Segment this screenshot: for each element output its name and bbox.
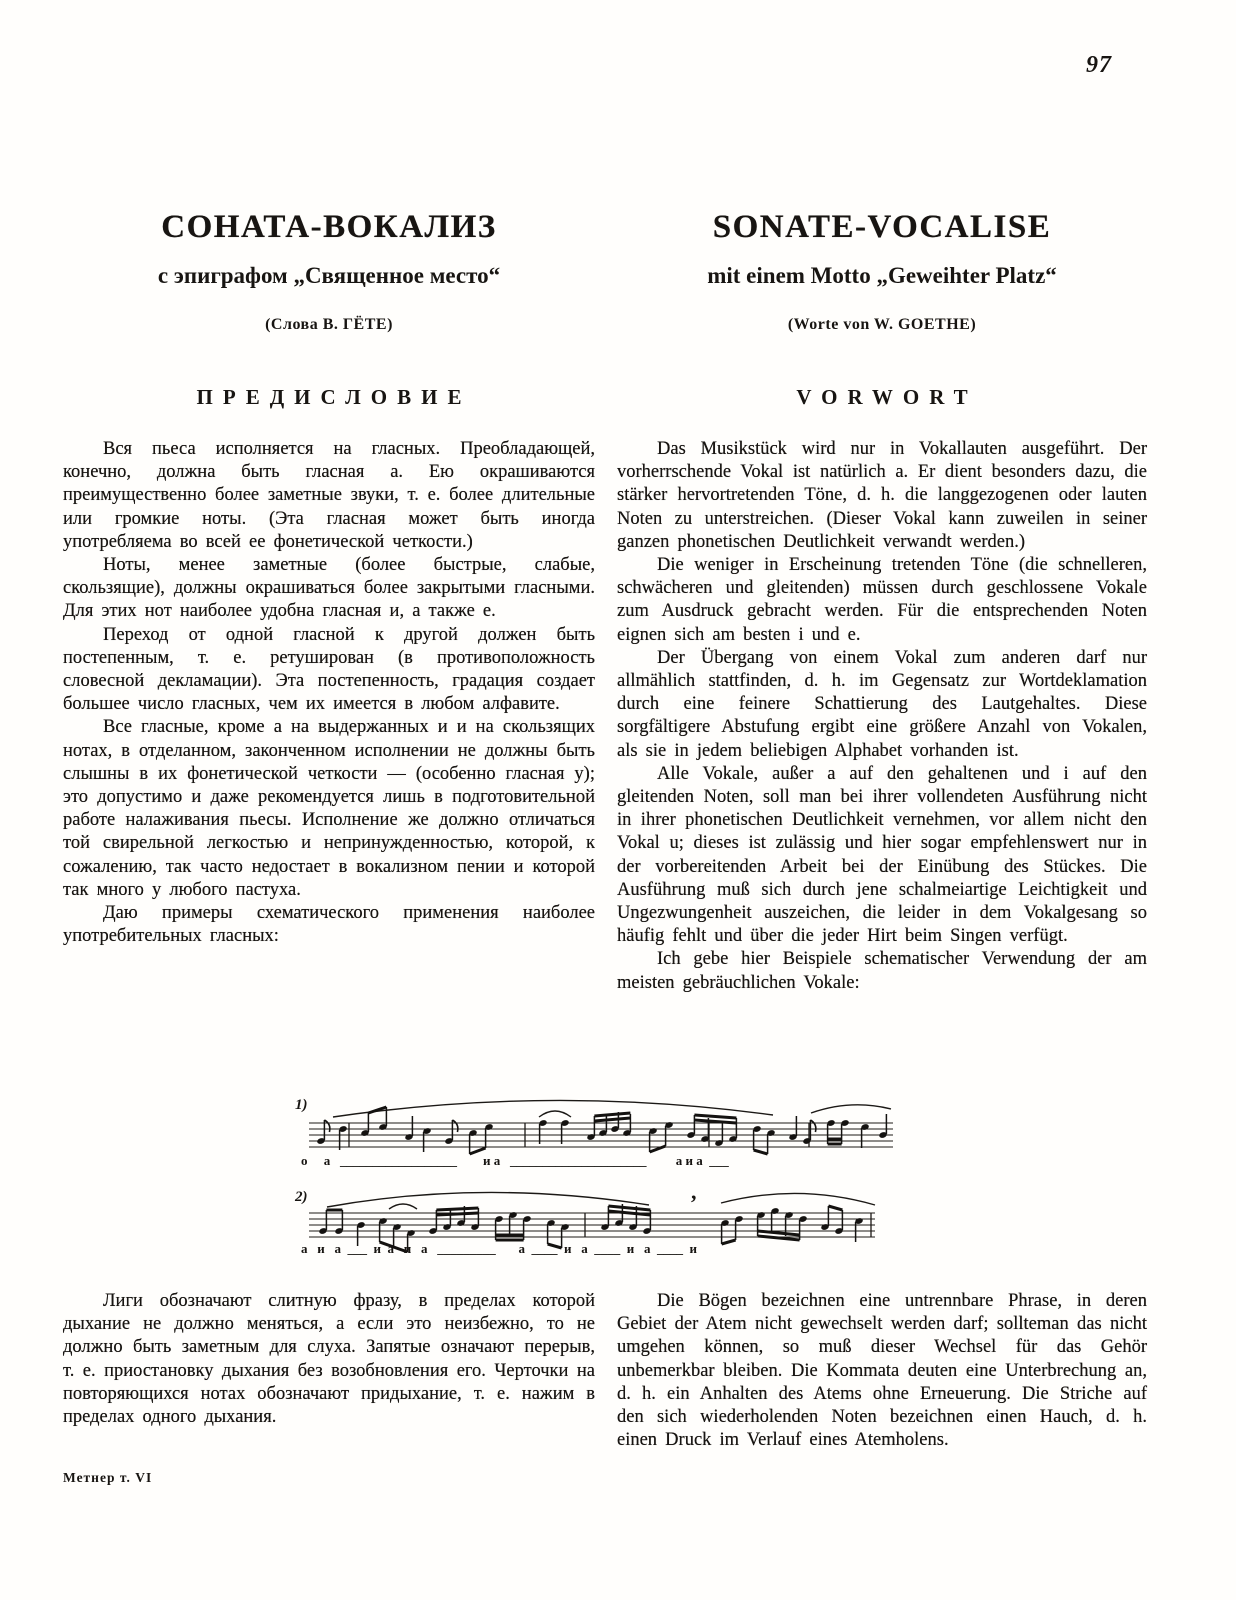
russian-closing-text [63, 1290, 595, 1429]
phrase-slurs-2 [327, 1192, 875, 1209]
russian-subtitle: с эпиграфом „Священное место“ [157, 263, 501, 288]
german-title-block [617, 208, 1147, 334]
russian-paragraph: Вся пьеса исполняется на гласных. Преобладающей, конечно, должна быть гласная а. Ею окрашиваются преимущественно более заметные звуки, т. е. более длительные или громкие ноты. (Эта гласная может быть иногда употребляема во всей ее фонетической четкости.) [63, 439, 595, 552]
music-example-2-label: 2) [295, 1189, 308, 1205]
music-example-1-label: 1) [295, 1097, 308, 1113]
german-preface-heading: VORWORT [796, 385, 978, 409]
german-credit: (Worte von W. GOETHE) [787, 316, 977, 333]
music-examples [293, 1072, 899, 1267]
german-paragraph: Die weniger in Erscheinung tretenden Töne (die schnelleren, schwächeren und gleitenden) müssen durch geschlossene Vokale zum Ausdruck gebracht werden. Für die entsprechenden Noten eignen sich am besten i und e. [617, 555, 1147, 645]
breath-comma-mark: , [691, 1183, 697, 1204]
german-paragraph: Das Musikstück wird nur in Vokallauten ausgeführt. Der vorherrschende Vokal ist natürlich a. Er dient besonders dazu, die stärker hervortretenden Töne, d. h. die langgezogenen oder lauten Noten zu unterstreichen. (Dieser Vokal kann zuweilen in seiner ganzen phonetischen Deutlichkeit verwandt werden.) [617, 439, 1147, 552]
music-example-1-vowel-lyrics: о а __________________ и а _____________________ а и а ___ [301, 1153, 729, 1168]
german-title: SONATE-VOCALISE [712, 209, 1052, 245]
german-paragraph: Ich gebe hier Beispiele schematischer Verwendung der am meisten gebräuchlichen Vokale: [617, 949, 1147, 993]
music-example-1-notation [293, 1083, 893, 1161]
german-paragraph: Der Übergang von einem Vokal zum anderen darf nur allmählich stattfinden, d. h. im Gegensatz zur Wortdeklamation durch eine feinere Schattierung des Lautgehaltes. Diese sorgfältigere Abstufung ergibt eine größere Anzahl von Vokalen, als sie in jedem beliebigen Alphabet vorhanden ist. [617, 647, 1147, 761]
russian-paragraph: Все гласные, кроме а на выдержанных и и на скользящих нотах, в отделанном, законченном исполнении не должны быть слышны в их фонетической четкости — (особенно гласная у); это допустимо и даже рекомендуется лишь в подготовительной работе налаживания пьесы. Исполнение же должно отличаться той свирельной легкостью и непринужденностью, которой, к сожалению, так часто недостает в вокализном пении и которой так много у любого пастуха. [63, 717, 595, 900]
german-paragraph: Die Bögen bezeichnen eine untrennbare Phrase, in deren Gebiet der Atem nicht gewechselt werden darf; sollteman das nicht umgehen können, so muß dieser Wechsel für das Gehör unbemerkbar bleiben. Die Kommata deuten eine Unterbrechung an, d. h. ein Anhalten des Atems ohne Erneuerung. Die Striche auf den sich wiederholenden Noten bezeichnen einen Hauch, d. h. einen Druck im Verlauf eines Atemholens. [617, 1291, 1147, 1451]
russian-credit: (Слова В. ГЁТЕ) [265, 316, 393, 333]
german-closing-text [617, 1290, 1147, 1452]
edition-footer-mark: Метнер т. VI [63, 1470, 153, 1485]
page-number: 97 [1086, 52, 1112, 78]
russian-preface-heading: ПРЕДИСЛОВИЕ [196, 385, 472, 409]
russian-title-block [63, 208, 595, 334]
russian-paragraph: Лиги обозначают слитную фразу, в пределах которой дыхание не должно меняться, а если это неизбежно, то не должно быть заметным для слуха. Запятые означают перерыв, т. е. приостановку дыхания без возобновления его. Черточки на повторяющихся нотах обозначают придыхание, т. е. нажим в пределах одного дыхания. [63, 1291, 595, 1428]
german-paragraph: Alle Vokale, außer a auf den gehaltenen und i auf den gleitenden Noten, soll man bei ihrer vollendeten Ausführung nicht in ihrer phonetischen Deutlichkeit vernehmen, vor allem nicht den Vokal u; dieses ist zulässig und hier sogar empfehlenswert nur in der vorbereitenden Arbeit bei der Einübung des Stückes. Die Ausführung muß sich durch jene schalmeiartige Leichtigkeit und Ungezwungenheit auszeichen, die leider in dem Vokalgesang so häufig fehlt und über die jeder Hirt beim Singen verfügt. [617, 763, 1147, 947]
music-example-2-vowel-lyrics: а и а ___ и а и а _________ а ____ и а ____ и а ____ и [301, 1241, 697, 1256]
german-subtitle: mit einem Motto „Geweihter Platz“ [707, 263, 1057, 288]
russian-paragraph: Даю примеры схематического применения наиболее употребительных гласных: [63, 903, 595, 947]
russian-paragraph: Переход от одной гласной к другой должен быть постепенным, т. е. ретуширован (в противоположность словесной декламации). Эта постепенность, градация создает большее число гласных, чем их имеется в любом алфавите. [63, 624, 595, 715]
german-preface-text [617, 438, 1147, 995]
russian-preface-text [63, 438, 595, 948]
russian-paragraph: Ноты, менее заметные (более быстрые, слабые, скользящие), должны окрашиваться более закрытыми гласными. Для этих нот наиболее удобна гласная и, а также е. [63, 555, 595, 622]
russian-title: СОНАТА-ВОКАЛИЗ [161, 209, 497, 245]
